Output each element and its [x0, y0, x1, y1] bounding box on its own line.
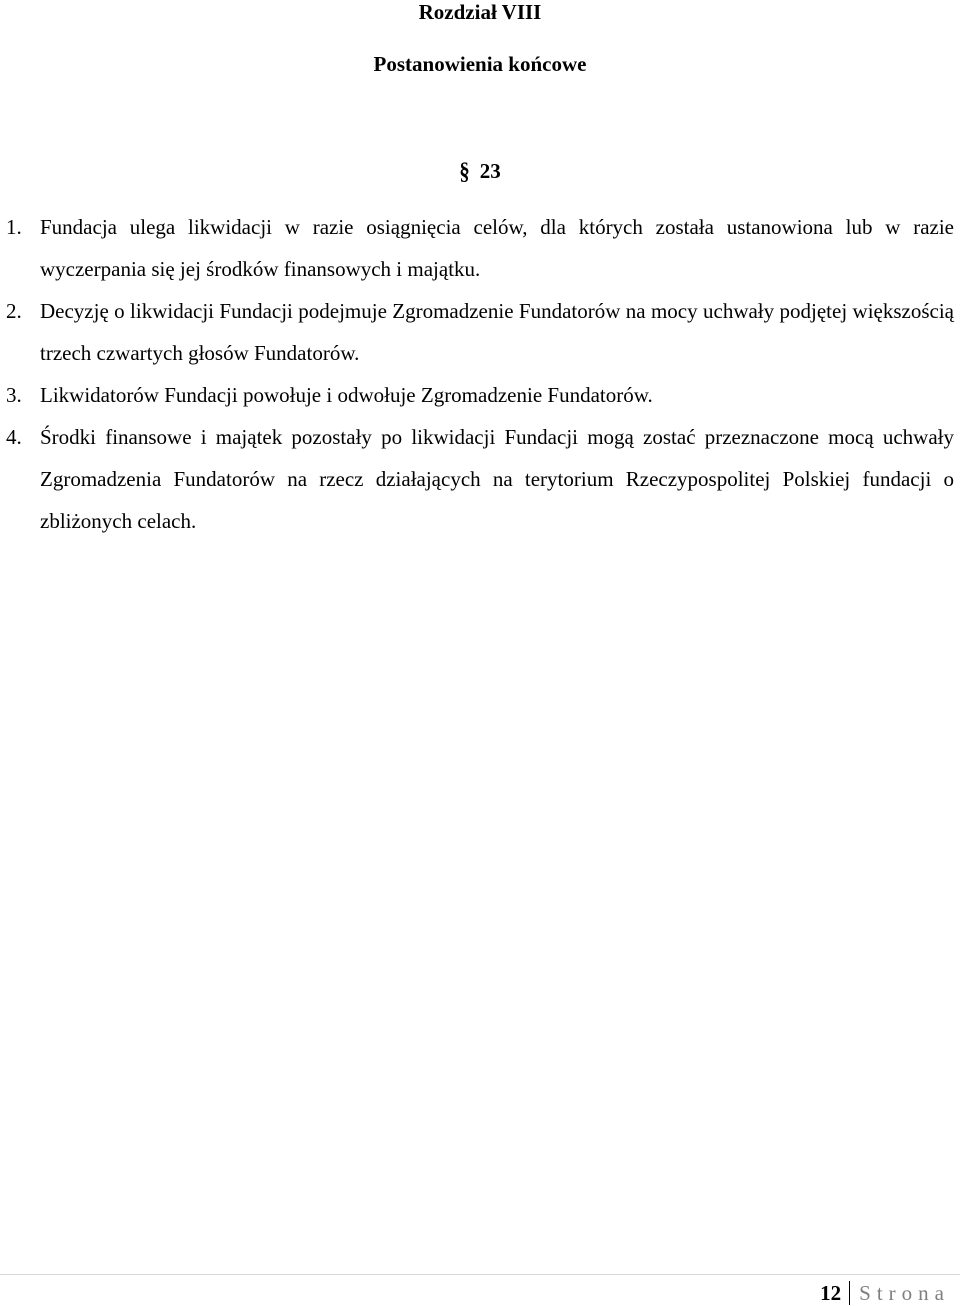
provision-number: 3. — [6, 383, 22, 407]
chapter-title: Rozdział VIII — [418, 0, 542, 24]
section-title: Postanowienia końcowe — [373, 52, 587, 76]
provision-item — [6, 374, 954, 416]
paragraph-heading — [0, 158, 960, 184]
provision-number: 4. — [6, 425, 22, 449]
provision-text: Środki finansowe i majątek pozostały po likwidacji Fundacji mogą zostać przeznaczone mocą uchwały Zgromadzenia Fundatorów na rzecz działających na terytorium Rzeczypospolitej Polskiej fundacji o zbliżonych celach. — [40, 425, 954, 533]
page-label: Strona — [859, 1281, 950, 1305]
provision-text: Decyzję o likwidacji Fundacji podejmuje Zgromadzenie Fundatorów na mocy uchwały podjętej większością trzech czwartych głosów Fundatorów. — [40, 299, 954, 365]
provision-number: 1. — [6, 215, 22, 239]
paragraph-number: 23 — [479, 159, 501, 183]
footer-separator — [849, 1281, 850, 1305]
provision-number: 2. — [6, 299, 22, 323]
provision-text: Fundacja ulega likwidacji w razie osiągnięcia celów, dla których została ustanowiona lub w razie wyczerpania się jej środków finansowych i majątku. — [40, 215, 954, 281]
provision-item — [6, 290, 954, 374]
footer-divider — [0, 1274, 960, 1275]
provision-item — [6, 206, 954, 290]
page-number: 12 — [820, 1281, 842, 1305]
paragraph-sign: § — [459, 157, 470, 185]
provision-text: Likwidatorów Fundacji powołuje i odwołuje Zgromadzenie Fundatorów. — [40, 383, 653, 407]
provisions-list — [6, 206, 954, 542]
provision-item — [6, 416, 954, 542]
page-footer — [820, 1280, 950, 1306]
